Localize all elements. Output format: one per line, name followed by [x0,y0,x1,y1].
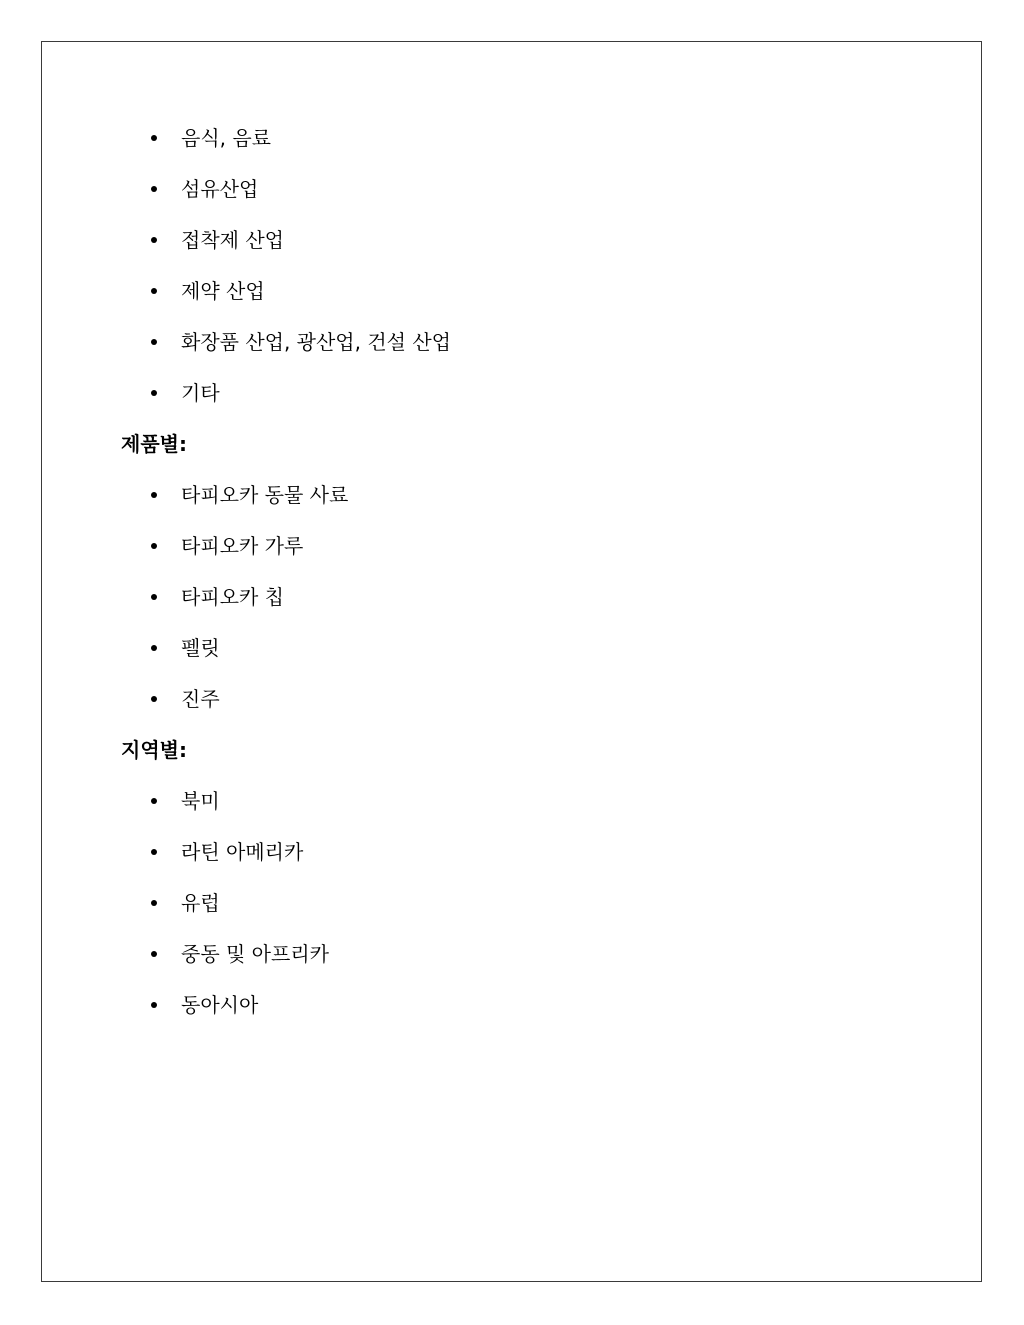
bullet-icon [151,237,157,243]
bullet-icon [151,186,157,192]
list-item-text: 동아시아 [181,993,259,1017]
bullet-icon [151,594,157,600]
list-item-text: 음식, 음료 [181,126,271,150]
list-item-text: 유럽 [181,891,220,915]
list-item-text: 타피오카 칩 [181,585,284,609]
bullet-icon [151,492,157,498]
bullet-icon [151,1002,157,1008]
bullet-icon [151,798,157,804]
bullet-icon [151,849,157,855]
list-item-text: 화장품 산업, 광산업, 건설 산업 [181,330,451,354]
bullet-icon [151,696,157,702]
list-item-text: 접착제 산업 [181,228,284,252]
list-item-text: 북미 [181,789,220,813]
list-item-text: 펠릿 [181,636,220,660]
bullet-icon [151,645,157,651]
list-item-text: 기타 [181,381,220,405]
list-item-text: 타피오카 가루 [181,534,304,558]
bullet-icon [151,288,157,294]
bullet-icon [151,390,157,396]
list-item-text: 라틴 아메리카 [181,840,304,864]
section-heading-region: 지역별: [121,738,187,762]
section-heading-product: 제품별: [121,432,187,456]
bullet-icon [151,135,157,141]
list-item-text: 중동 및 아프리카 [181,942,329,966]
bullet-icon [151,543,157,549]
bullet-icon [151,339,157,345]
bullet-icon [151,951,157,957]
list-item-text: 타피오카 동물 사료 [181,483,349,507]
bullet-icon [151,900,157,906]
list-item-text: 섬유산업 [181,177,259,201]
list-item-text: 제약 산업 [181,279,265,303]
document-page [41,41,982,1282]
list-item-text: 진주 [181,687,220,711]
